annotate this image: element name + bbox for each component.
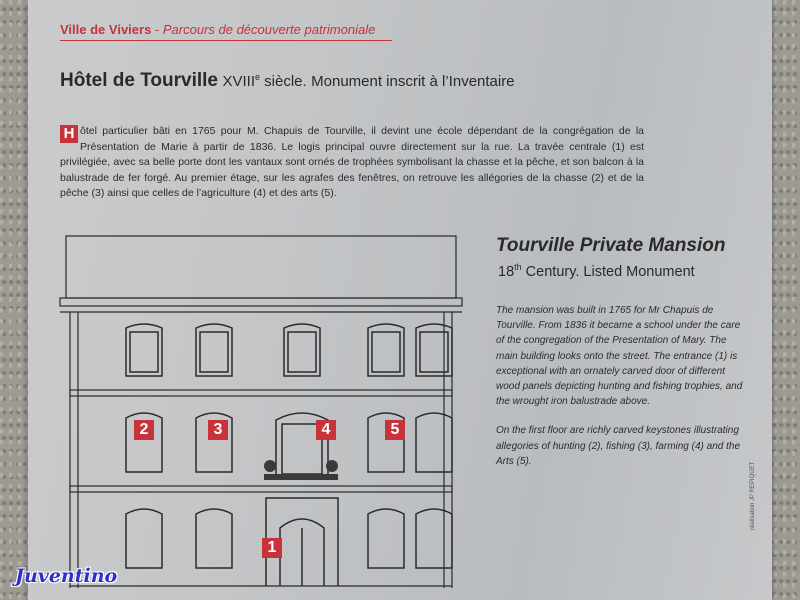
cornice xyxy=(60,298,462,306)
century-number-en: 18 xyxy=(498,263,515,280)
marker-5: 5 xyxy=(385,420,405,440)
upper-windows xyxy=(126,324,452,376)
century-fr xyxy=(222,73,306,90)
century-word-fr: siècle. xyxy=(260,73,307,90)
english-paragraph-2: On the first floor are richly carved keystones illustrating allegories of hunting (2), fishing (3), farming (4) and the Arts (5). xyxy=(496,425,741,467)
drop-cap: H xyxy=(60,125,78,143)
french-description xyxy=(60,124,644,202)
english-paragraph-1: The mansion was built in 1765 for Mr Chapuis de Tourville. From 1836 it became a school under the care of the congregation of the Presentation of Mary. The main building looks onto the street. The entrance (1) is exceptional with an ornately carved door of different wood panels depicting hunting and fishing trophies, and the wrought iron balustrade above. xyxy=(496,305,743,408)
trail-subtitle: Parcours de découverte patrimoniale xyxy=(162,22,376,37)
marker-2: 2 xyxy=(134,420,154,440)
panel-header xyxy=(60,22,375,37)
photographer-watermark: Juventino xyxy=(15,565,118,587)
marker-3: 3 xyxy=(208,420,228,440)
marker-1: 1 xyxy=(262,538,282,558)
french-title xyxy=(60,70,515,92)
monument-name-en: Tourville Private Mansion xyxy=(496,235,726,256)
century-sup-fr: e xyxy=(254,72,260,82)
marker-4: 4 xyxy=(316,420,336,440)
town-name: Ville de Viviers xyxy=(60,22,152,37)
century-sup-en: th xyxy=(514,262,522,272)
information-panel xyxy=(28,0,772,600)
century-roman: XVIII xyxy=(222,73,255,90)
century-en xyxy=(498,262,695,280)
header-separator: - xyxy=(151,22,163,37)
french-body: ôtel particulier bâti en 1765 pour M. Chapuis de Tourville, il devint une école dépendant de la congrégation de la Présentation de Marie à partir de 1836. Le logis principal ouvre directement sur la rue. La travée centrale (1) est privilégiée, avec sa belle porte dont les vantaux sont ornés de trophées symbolisant la chasse et la pêche, et son balcon à la balustrade de fer forgé. Au premier étage, sur les agrafes des fenêtres, on retrouve les allégories de la chasse (2) et de la pêche (3) ainsi que celles de l’agriculture (4) et des arts (5). xyxy=(60,125,644,199)
balcony-ironwork xyxy=(264,460,338,480)
english-description xyxy=(496,303,744,483)
century-label-en: Century. Listed Monument xyxy=(521,263,695,280)
header-underline xyxy=(60,40,392,41)
roof-outline xyxy=(66,236,456,298)
ground-floor-windows xyxy=(126,509,452,568)
credit-line: réalisation JP REPIQUET xyxy=(750,461,756,530)
monument-name-fr: Hôtel de Tourville xyxy=(60,70,219,91)
status-fr: Monument inscrit à l’Inventaire xyxy=(311,73,515,90)
